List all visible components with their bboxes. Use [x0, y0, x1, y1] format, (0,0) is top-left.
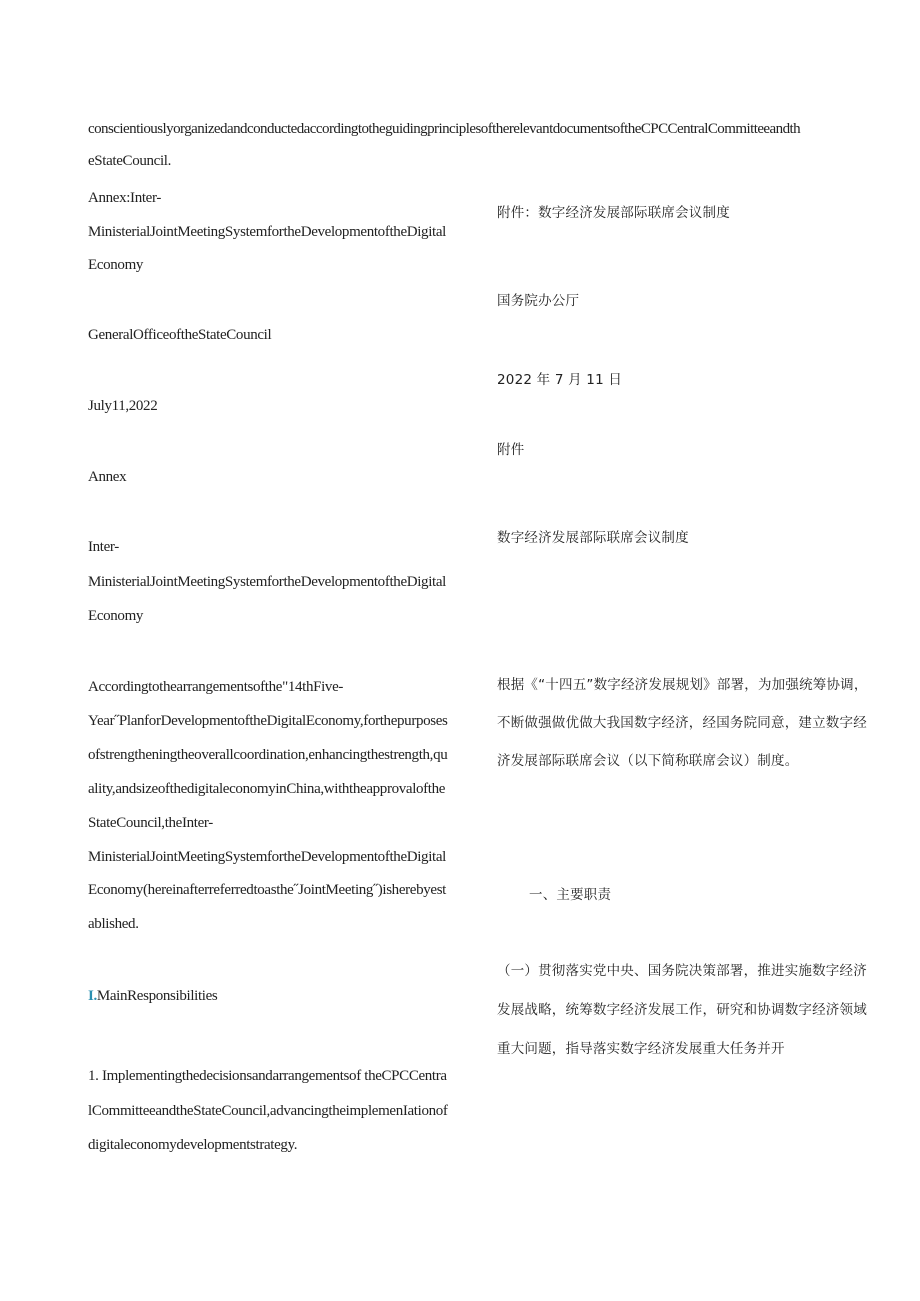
zh-paragraph-line-1: 根据《“十四五”数字经济发展规划》部署，为加强统筹协调， — [497, 677, 868, 693]
paragraph-line-5: StateCouncil,theInter- — [88, 815, 213, 831]
section-number: I. — [88, 988, 97, 1004]
system-title-line-3: Economy — [88, 608, 144, 624]
intro-line-2: eStateCouncil. — [88, 153, 171, 169]
system-title-line-1: Inter- — [88, 539, 119, 555]
zh-paragraph-line-3: 济发展部际联席会议（以下简称联席会议）制度。 — [497, 753, 799, 769]
item1-line-2: lCommitteeandtheStateCouncil,advancingtheimplemenIationof — [88, 1103, 448, 1119]
zh-item1-line-3: 重大问题，指导落实数字经济发展重大任务并开 — [497, 1041, 785, 1057]
zh-paragraph-line-2: 不断做强做优做大我国数字经济，经国务院同意，建立数字经 — [497, 715, 867, 731]
paragraph-line-8: ablished. — [88, 916, 139, 932]
paragraph-line-2: Year˝PlanforDevelopmentoftheDigitalEconomy,forthepurposes — [88, 713, 448, 729]
zh-issuer: 国务院办公厅 — [497, 293, 580, 309]
paragraph-line-6: MinisterialJointMeetingSystemfortheDevelopmentoftheDigital — [88, 849, 446, 865]
paragraph-line-7: Economy(hereinafterreferredtoasthe˝JointMeeting˝)isherebyest — [88, 882, 446, 898]
paragraph-line-3: ofstrengtheningtheoverallcoordination,enhancingthestrength,qu — [88, 747, 448, 763]
zh-system-title: 数字经济发展部际联席会议制度 — [497, 530, 689, 546]
item1-line-3: digitaleconomydevelopmentstrategy. — [88, 1137, 298, 1153]
date: July11,2022 — [88, 398, 158, 414]
annex-ref-line-2: MinisterialJointMeetingSystemfortheDevelopmentoftheDigital — [88, 224, 446, 240]
zh-date: 2022 年 7 月 11 日 — [497, 372, 623, 388]
annex-ref-line-3: Economy — [88, 257, 144, 273]
zh-section-title: 一、主要职责 — [529, 887, 612, 903]
section-title: MainResponsibilities — [96, 988, 218, 1004]
zh-item1-line-2: 发展战略，统筹数字经济发展工作，研究和协调数字经济领域 — [497, 1002, 867, 1018]
intro-line-1: conscientiouslyorganizedandconductedaccordingtotheguidingprinciplesoftherelevantdocumentsoftheCPCCentralCommitteeandth — [88, 121, 801, 137]
paragraph-line-1: Accordingtothearrangementsofthe"14thFive- — [88, 679, 344, 695]
paragraph-line-4: ality,andsizeofthedigitaleconomyinChina,withtheapprovalofthe — [88, 781, 446, 797]
annex-ref-line-1: Annex:Inter- — [88, 190, 161, 206]
zh-annex-heading: 附件 — [497, 442, 525, 458]
issuer: GeneralOfficeoftheStateCouncil — [88, 327, 272, 343]
annex-heading: Annex — [88, 469, 127, 485]
system-title-line-2: MinisterialJointMeetingSystemfortheDevelopmentoftheDigital — [88, 574, 446, 590]
zh-annex-ref: 附件：数字经济发展部际联席会议制度 — [497, 205, 730, 221]
section-heading — [88, 986, 217, 1006]
item1-line-1: 1. Implementingthedecisionsandarrangementsof theCPCCentra — [88, 1068, 447, 1084]
zh-item1-line-1: （一）贯彻落实党中央、国务院决策部署，推进实施数字经济 — [497, 963, 867, 979]
